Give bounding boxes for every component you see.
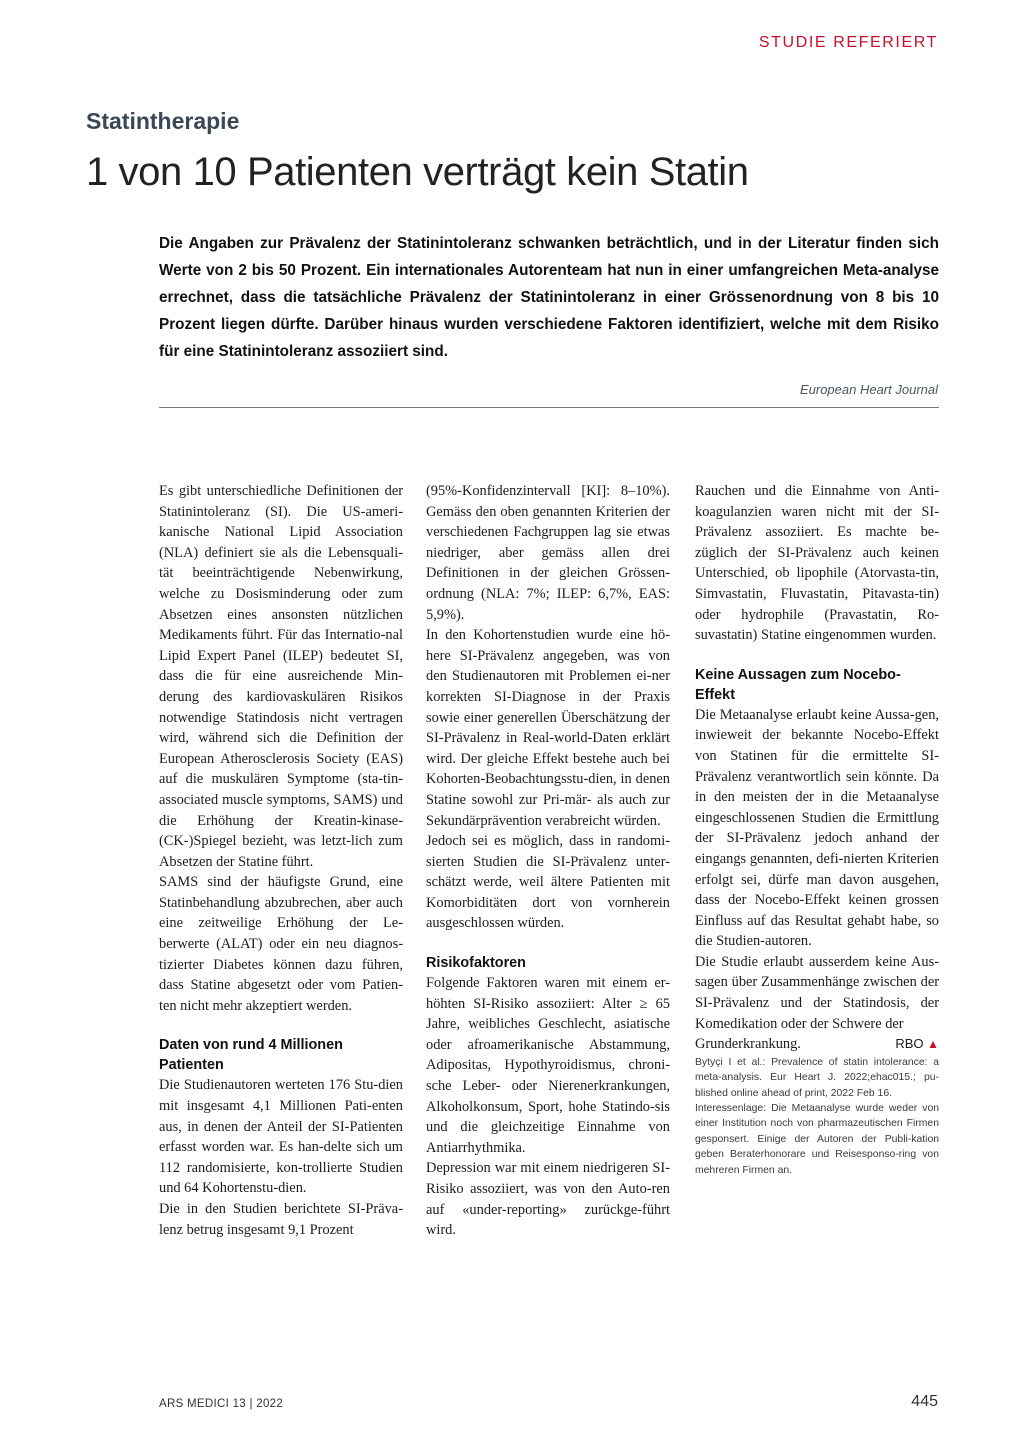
body-column-2: [426, 481, 670, 1241]
closing-line: [695, 1034, 939, 1055]
author-signature: [895, 1034, 939, 1055]
author-initials: RBO: [895, 1036, 924, 1052]
section-label: STUDIE REFERIERT: [758, 34, 938, 51]
disclosure-note: Interessenlage: Die Metaanalyse wurde weder von einer Institution noch von pharmazeutischen Firmen gesponsert. Einige der Autoren der Publi-kation geben Beraterhonorare und Reisesponso-ring von mehreren Firmen an.: [695, 1103, 939, 1176]
reference-note: Bytyçi I et al.: Prevalence of statin intolerance: a meta-analysis. Eur Heart J. 2022;ehac015.; pu-blished online ahead of print, 2022 Feb 16.: [695, 1056, 939, 1099]
closing-text: Grunderkrankung.: [695, 1036, 801, 1053]
body-column-1: [159, 481, 403, 1240]
lead-divider: [159, 407, 939, 408]
triangle-up-icon: ▲: [927, 1037, 939, 1052]
body-paragraph: Depression war mit einem niedrigeren SI-Risiko assoziiert, was von den Auto-ren auf «under-reporting» zurückge-führt wird.: [426, 1160, 670, 1239]
body-paragraph: Rauchen und die Einnahme von Anti-koagulanzien waren nicht mit der SI-Prävalenz assoziiert. Es machte be-züglich der SI-Prävalenz auch keinen Unterschied, ob lipophile (Atorvasta-tin, Simvastatin, Fluvastatin, Pitavasta-tin) oder hydrophile (Pravastatin, Ro-suvastatin) Statine eingenommen wurden.: [695, 483, 939, 644]
body-paragraph: (95%-Konfidenzintervall [KI]: 8–10%). Gemäss den oben genannten Kriterien der verschiedenen Fachgruppen lag sie etwas niedriger, aber gemäss allen drei Definitionen in der gleichen Grössen-ordnung (NLA: 7%; ILEP: 6,7%, EAS: 5,9%).: [426, 483, 670, 623]
body-paragraph: Die in den Studien berichtete SI-Präva-lenz betrug insgesamt 9,1 Prozent: [159, 1201, 403, 1238]
article-lead: Die Angaben zur Prävalenz der Statinintoleranz schwanken beträchtlich, und in der Literatur finden sich Werte von 2 bis 50 Prozent. Ein internationales Autorenteam hat nun in einer umfangreichen Meta-analyse errechnet, dass die tatsächliche Prävalenz der Statinintoleranz in einer Grössenordnung von 8 bis 10 Prozent liegen dürfte. Darüber hinaus wurden verschiedene Faktoren identifiziert, welche mit dem Risiko für eine Statinintoleranz assoziiert sind.: [159, 235, 939, 360]
article-kicker: Statintherapie: [86, 108, 240, 134]
footer-journal: ARS MEDICI 13 | 2022: [159, 1398, 284, 1410]
body-paragraph: Die Studie erlaubt ausserdem keine Aus-sagen über Zusammenhänge zwischen der SI-Prävalenz und der Statindosis, der Komedikation oder der Schwere der: [695, 953, 939, 1032]
body-column-3: [695, 481, 939, 1178]
body-paragraph: SAMS sind der häufigste Grund, eine Statinbehandlung abzubrechen, aber auch eine zeitweilige Erhöhung der Le-berwerte (ALAT) oder ein neu diagnos-tizierter Diabetes können dazu führen, dass Statine abgesetzt oder vom Patien-ten nicht mehr akzeptiert werden.: [159, 874, 403, 1014]
body-paragraph: Die Studienautoren werteten 176 Stu-dien mit insgesamt 4,1 Millionen Pati-enten aus, in denen der Anteil der SI-Patienten erfasst worden war. Es han-delte sich um 112 randomisierte, kon-trollierte Studien und 64 Kohortenstu-dien.: [159, 1077, 403, 1197]
body-paragraph: In den Kohortenstudien wurde eine hö-here SI-Prävalenz angegeben, was von den Studienautoren mit Problemen ei-ner korrekten SI-Diagnose in der Praxis sowie einer generellen Überschätzung der SI-Prävalenz in Real-world-Daten erklärt wird. Der gleiche Effekt bestehe auch bei Kohorten-Beobachtungsstu-dien, in denen Statine sowohl zur Pri-mär- als auch zur Sekundärprävention verabreicht würden.: [426, 627, 670, 829]
subheading-daten: Daten von rund 4 Millionen Patienten: [159, 1037, 343, 1074]
body-paragraph: Folgende Faktoren waren mit einem er-höhten SI-Risiko assoziiert: Alter ≥ 65 Jahre, weibliches Geschlecht, asiatische oder afroamerikanische Abstammung, Adipositas, Hypothyroidismus, chroni-sche Leber- oder Nierenerkrankungen, Alkoholkonsum, Sport, hohe Statindo-sis und die gleichzeitige Einnahme von Antiarrhythmika.: [426, 975, 670, 1156]
body-paragraph: Die Metaanalyse erlaubt keine Aussa-gen, inwieweit der bekannte Nocebo-Effekt von Statinen für die ermittelte SI-Prävalenz verantwortlich sein könnte. Da in den meisten der in die Metaanalyse eingeschlossenen Studien die Ermittlung der SI-Prävalenz jedoch anhand der eingangs genannten, defi-nierten Kriterien erfolgt sei, dürfe man davon ausgehen, dass der Nocebo-Effekt keinen grossen Einfluss auf das Resultat gehabt habe, so die Studien-autoren.: [695, 706, 939, 950]
article-title: 1 von 10 Patienten verträgt kein Statin: [86, 150, 749, 194]
article-source: European Heart Journal: [799, 382, 938, 397]
body-paragraph: Jedoch sei es möglich, dass in randomi-sierten Studien die SI-Prävalenz unter-schätzt werde, weil ältere Patienten mit Komorbiditäten dort von vornherein ausgeschlossen würden.: [426, 833, 670, 932]
subheading-nocebo: Keine Aussagen zum Nocebo-Effekt: [695, 666, 901, 703]
body-paragraph: Es gibt unterschiedliche Definitionen der Statinintoleranz (SI). Die US-ameri-kanische National Lipid Association (NLA) definiert sie als die Lebensquali-tät beeinträchtigende Nebenwirkung, welche zu Dosisminderung oder zum Absetzen eines ansonsten nützlichen Medikaments führt. Für das Internatio-nal Lipid Expert Panel (ILEP) bedeutet SI, dass die für eine ausreichende Min-derung des kardiovaskulären Risikos notwendige Statindosis nicht vertragen wird, während sich die Definition der European Atherosclerosis Society (EAS) auf die muskulären Symptome (sta-tin-associated muscle symptoms, SAMS) und die Erhöhung der Kreatin-kinase-(CK-)Spiegel bezieht, was letzt-lich zum Absetzen der Statine führt.: [159, 483, 403, 870]
page-number: 445: [911, 1393, 938, 1410]
subheading-risikofaktoren: Risikofaktoren: [426, 955, 526, 972]
